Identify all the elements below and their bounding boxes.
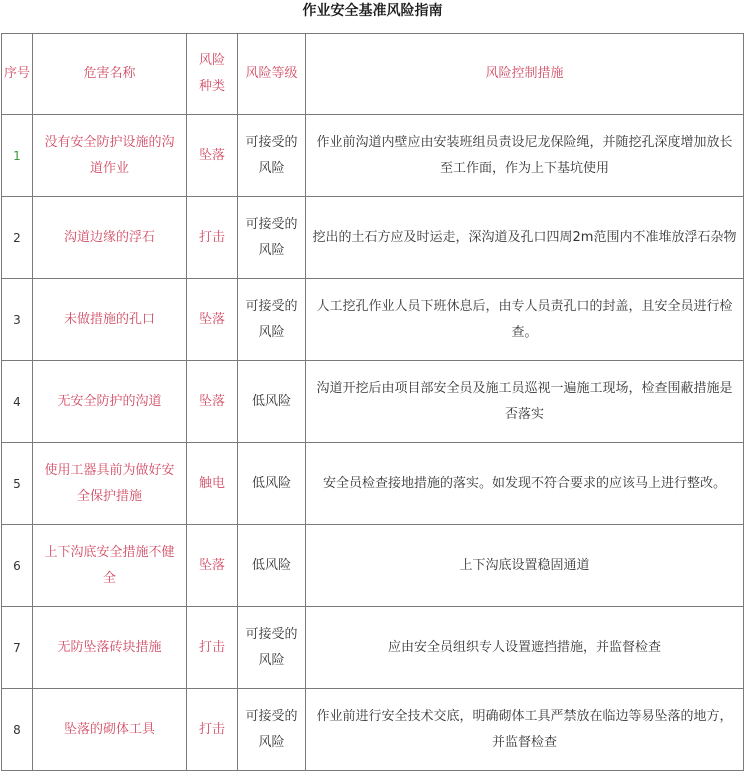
row-control-measures: 作业前进行安全技术交底，明确砌体工具严禁放在临边等易坠落的地方，并监督检查 [306,689,744,771]
row-control-measures: 上下沟底设置稳固通道 [306,525,744,607]
row-hazard-name: 坠落的砌体工具 [33,689,187,771]
row-no: 1 [2,115,33,197]
header-hazard-name: 危害名称 [33,34,187,115]
row-risk-type: 坠落 [187,525,238,607]
row-no: 6 [2,525,33,607]
document-title: 作业安全基准风险指南 [302,3,443,19]
row-risk-type: 打击 [187,607,238,689]
row-risk-type: 打击 [187,197,238,279]
row-risk-level: 可接受的风险 [238,197,306,279]
table-header-row [2,34,744,115]
row-risk-level: 低风险 [238,361,306,443]
header-risk-level: 风险等级 [238,34,306,115]
row-risk-level: 低风险 [238,525,306,607]
row-risk-type: 坠落 [187,361,238,443]
row-risk-level: 低风险 [238,443,306,525]
row-hazard-name: 没有安全防护设施的沟道作业 [33,115,187,197]
table-row [2,361,744,443]
row-hazard-name: 沟道边缘的浮石 [33,197,187,279]
row-no: 3 [2,279,33,361]
row-hazard-name: 无防坠落砖块措施 [33,607,187,689]
table-row [2,525,744,607]
row-no: 4 [2,361,33,443]
table-row [2,689,744,771]
row-control-measures: 人工挖孔作业人员下班休息后，由专人员责孔口的封盖，且安全员进行检查。 [306,279,744,361]
row-risk-level: 可接受的风险 [238,689,306,771]
table-row [2,607,744,689]
row-hazard-name: 使用工器具前为做好安全保护措施 [33,443,187,525]
row-risk-type: 触电 [187,443,238,525]
header-no: 序号 [2,34,33,115]
row-control-measures: 应由安全员组织专人设置遮挡措施，并监督检查 [306,607,744,689]
row-no: 7 [2,607,33,689]
header-risk-type: 风险种类 [187,34,238,115]
row-control-measures: 安全员检查接地措施的落实。如发现不符合要求的应该马上进行整改。 [306,443,744,525]
risk-table [1,33,744,771]
row-control-measures: 沟道开挖后由项目部安全员及施工员巡视一遍施工现场，检查围蔽措施是否落实 [306,361,744,443]
row-control-measures: 作业前沟道内壁应由安装班组员责设尼龙保险绳，并随挖孔深度增加放长至工作面，作为上下基坑使用 [306,115,744,197]
row-hazard-name: 未做措施的孔口 [33,279,187,361]
table-row [2,115,744,197]
table-row [2,279,744,361]
row-no: 2 [2,197,33,279]
row-risk-level: 可接受的风险 [238,279,306,361]
row-hazard-name: 无安全防护的沟道 [33,361,187,443]
row-risk-level: 可接受的风险 [238,607,306,689]
row-hazard-name: 上下沟底安全措施不健全 [33,525,187,607]
table-row [2,197,744,279]
row-risk-type: 坠落 [187,279,238,361]
header-control-measures: 风险控制措施 [306,34,744,115]
row-control-measures: 挖出的土石方应及时运走，深沟道及孔口四周2m范围内不准堆放浮石杂物 [306,197,744,279]
row-risk-type: 坠落 [187,115,238,197]
table-row [2,443,744,525]
row-risk-type: 打击 [187,689,238,771]
row-no: 8 [2,689,33,771]
row-no: 5 [2,443,33,525]
row-risk-level: 可接受的风险 [238,115,306,197]
